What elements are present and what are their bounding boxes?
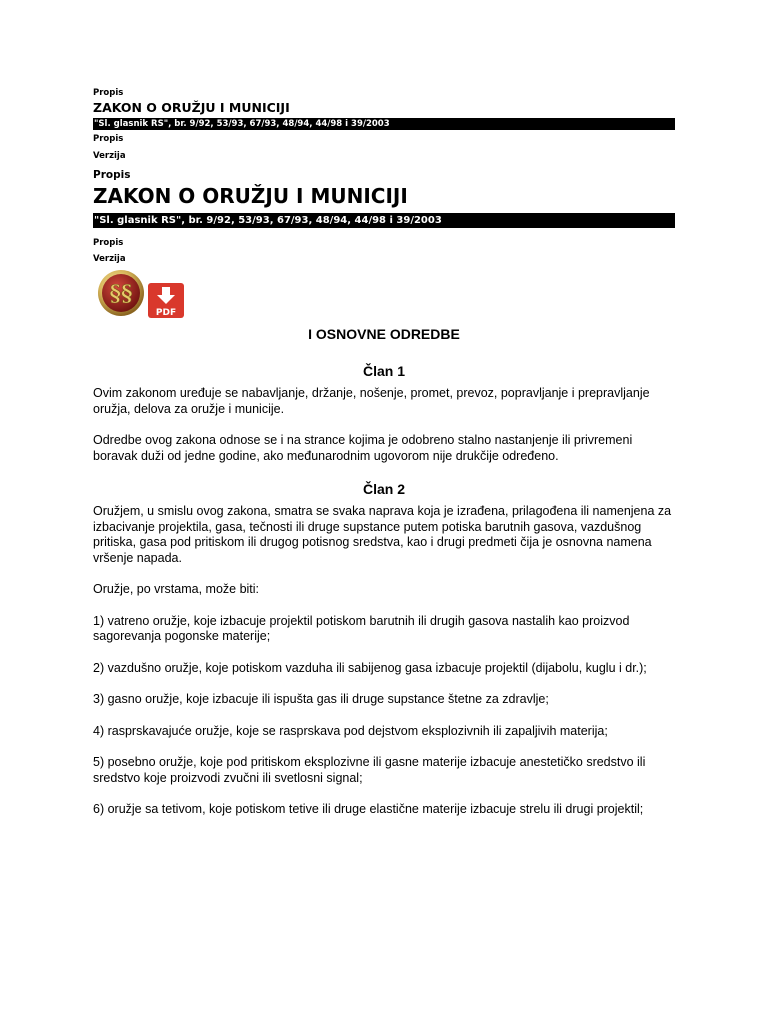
list-item: 4) rasprskavajuće oružje, koje se rasprskava pod dejstvom eksplozivnih ili zapaljivih materija; [93, 723, 608, 738]
list-item: 2) vazdušno oružje, koje potiskom vazduha ili sabijenog gasa izbacuje projektil (dijabolu, kuglu i dr.); [93, 660, 647, 675]
propis-label: Propis [93, 88, 124, 98]
law-title-big: ZAKON O ORUŽJU I MUNICIJI [93, 184, 408, 208]
paragraph-seal-icon[interactable] [97, 269, 145, 317]
document-page [93, 88, 675, 834]
big-header [93, 168, 675, 265]
gazette-bar-small: "Sl. glasnik RS", br. 9/92, 53/93, 67/93, 48/94, 44/98 i 39/2003 [93, 118, 675, 130]
clan-2-paragraph-1: Oružjem, u smislu ovog zakona, smatra se svaka naprava koja je izrađena, prilagođena ili namenjena za izbacivanje projektila, gasa, tečnosti ili druge supstance putem potiska barutnih gasova, vazdušnog pritiska, gasa pod pritiskom ili drugog potisnog sredstva, kao i drugi predmeti čija je osnovna namena vršenje napada. [93, 504, 672, 565]
clan-1-paragraph-2: Odredbe ovog zakona odnose se i na strance kojima je odobreno stalno nastanjenje ili privremeni boravak duži od jedne godine, ako međunarodnim ugovorom nije drukčije određeno. [93, 433, 633, 463]
icon-row [93, 269, 675, 319]
pdf-label: PDF [155, 308, 177, 318]
clan-2-paragraph-2: Oružje, po vrstama, može biti: [93, 582, 260, 596]
law-title-small: ZAKON O ORUŽJU I MUNICIJI [93, 100, 290, 115]
propis-label-2: Propis [93, 134, 124, 144]
list-item: 5) posebno oružje, koje pod pritiskom eksplozivne ili gasne materije izbacuje anestetičko sredstvo ili sredstvo koje proizvodi zvučni ili svetlosni signal; [93, 755, 646, 785]
seal-glyph: §§ [109, 281, 133, 307]
pdf-download-icon[interactable] [148, 283, 184, 318]
verzija-label: Verzija [93, 151, 126, 161]
list-item: 1) vatreno oružje, koje izbacuje projektil potiskom barutnih ili drugih gasova nastalih kao proizvod sagorevanja pogonske materije; [93, 613, 630, 643]
clan-1-heading: Član 1 [362, 363, 405, 379]
document-body [93, 325, 675, 818]
propis-label-big-2: Propis [93, 238, 124, 248]
list-item: 6) oružje sa tetivom, koje potiskom tetive ili druge elastične materije izbacuje strelu ili drugi projektil; [93, 802, 644, 816]
section-title: I OSNOVNE ODREDBE [308, 326, 460, 342]
clan-1-paragraph-1: Ovim zakonom uređuje se nabavljanje, držanje, nošenje, promet, prevoz, popravljanje i prepravljanje oružja, delova za oružje i municije. [93, 386, 650, 416]
list-item: 3) gasno oružje, koje izbacuje ili ispušta gas ili druge supstance štetne za zdravlje; [93, 692, 549, 706]
gazette-bar-big: "Sl. glasnik RS", br. 9/92, 53/93, 67/93, 48/94, 44/98 i 39/2003 [93, 213, 675, 228]
propis-label-big: Propis [93, 169, 131, 181]
verzija-label-big: Verzija [93, 254, 126, 264]
small-header [93, 88, 675, 162]
clan-2-heading: Član 2 [362, 481, 405, 497]
